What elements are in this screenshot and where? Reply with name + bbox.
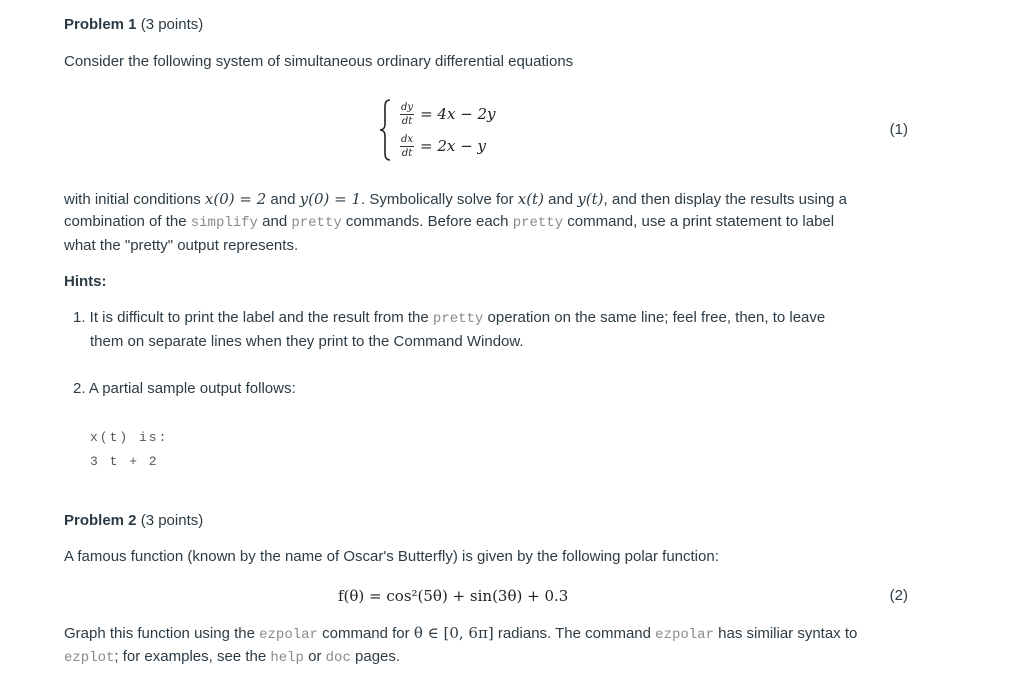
paragraph-line: what the "pretty" output represents. xyxy=(64,237,299,254)
problem-points: (3 points) xyxy=(140,512,204,529)
paragraph-line: combination of the simplify and pretty commands. Before each pretty command, use a print statement to label xyxy=(64,213,835,231)
problem-1-intro: Consider the following system of simultaneous ordinary differential equations xyxy=(64,53,574,70)
left-brace-icon xyxy=(378,98,392,162)
fraction: $\frac{dx}{dt}$ xyxy=(401,133,414,159)
equation-number: (2) xyxy=(889,587,908,604)
paragraph-line: with initial conditions x(0) = 2 and y(0) = 1. Symbolically solve for x(t) and y(t), and then display the results using a xyxy=(64,190,848,208)
polar-equation: f(θ) = cos²(5θ) + sin(3θ) + 0.3 xyxy=(338,587,569,605)
problem-1-heading xyxy=(64,15,203,35)
problem-title: Problem 2 xyxy=(64,512,137,529)
hints-heading: Hints: xyxy=(64,273,107,290)
problem-2-heading xyxy=(64,511,203,531)
paragraph-line: ezplot; for examples, see the help or doc pages. xyxy=(64,648,401,666)
problem-title: Problem 1 xyxy=(64,16,137,33)
equation-rhs: = 4x − 2y xyxy=(420,105,496,123)
problem-points: (3 points) xyxy=(140,16,204,33)
hint-1: 1. It is difficult to print the label and the result from the pretty operation on the same line; feel free, then, to leave xyxy=(73,309,826,327)
problem-2-intro: A famous function (known by the name of Oscar's Butterfly) is given by the following polar function: xyxy=(64,548,719,565)
equation-rhs: = 2x − y xyxy=(420,137,486,155)
hint-2: 2. A partial sample output follows: xyxy=(73,380,296,397)
equation-number: (1) xyxy=(889,121,908,138)
hint-1-cont: them on separate lines when they print to the Command Window. xyxy=(90,333,524,350)
sample-output-line: x(t) is: xyxy=(90,430,169,445)
fraction: $\frac{dy}{dt}$ xyxy=(401,101,414,127)
paragraph-line: Graph this function using the ezpolar command for θ ∈ [0, 6π] radians. The command ezpolar has similiar syntax to xyxy=(64,624,858,643)
sample-output-line: 3 t + 2 xyxy=(90,454,159,469)
